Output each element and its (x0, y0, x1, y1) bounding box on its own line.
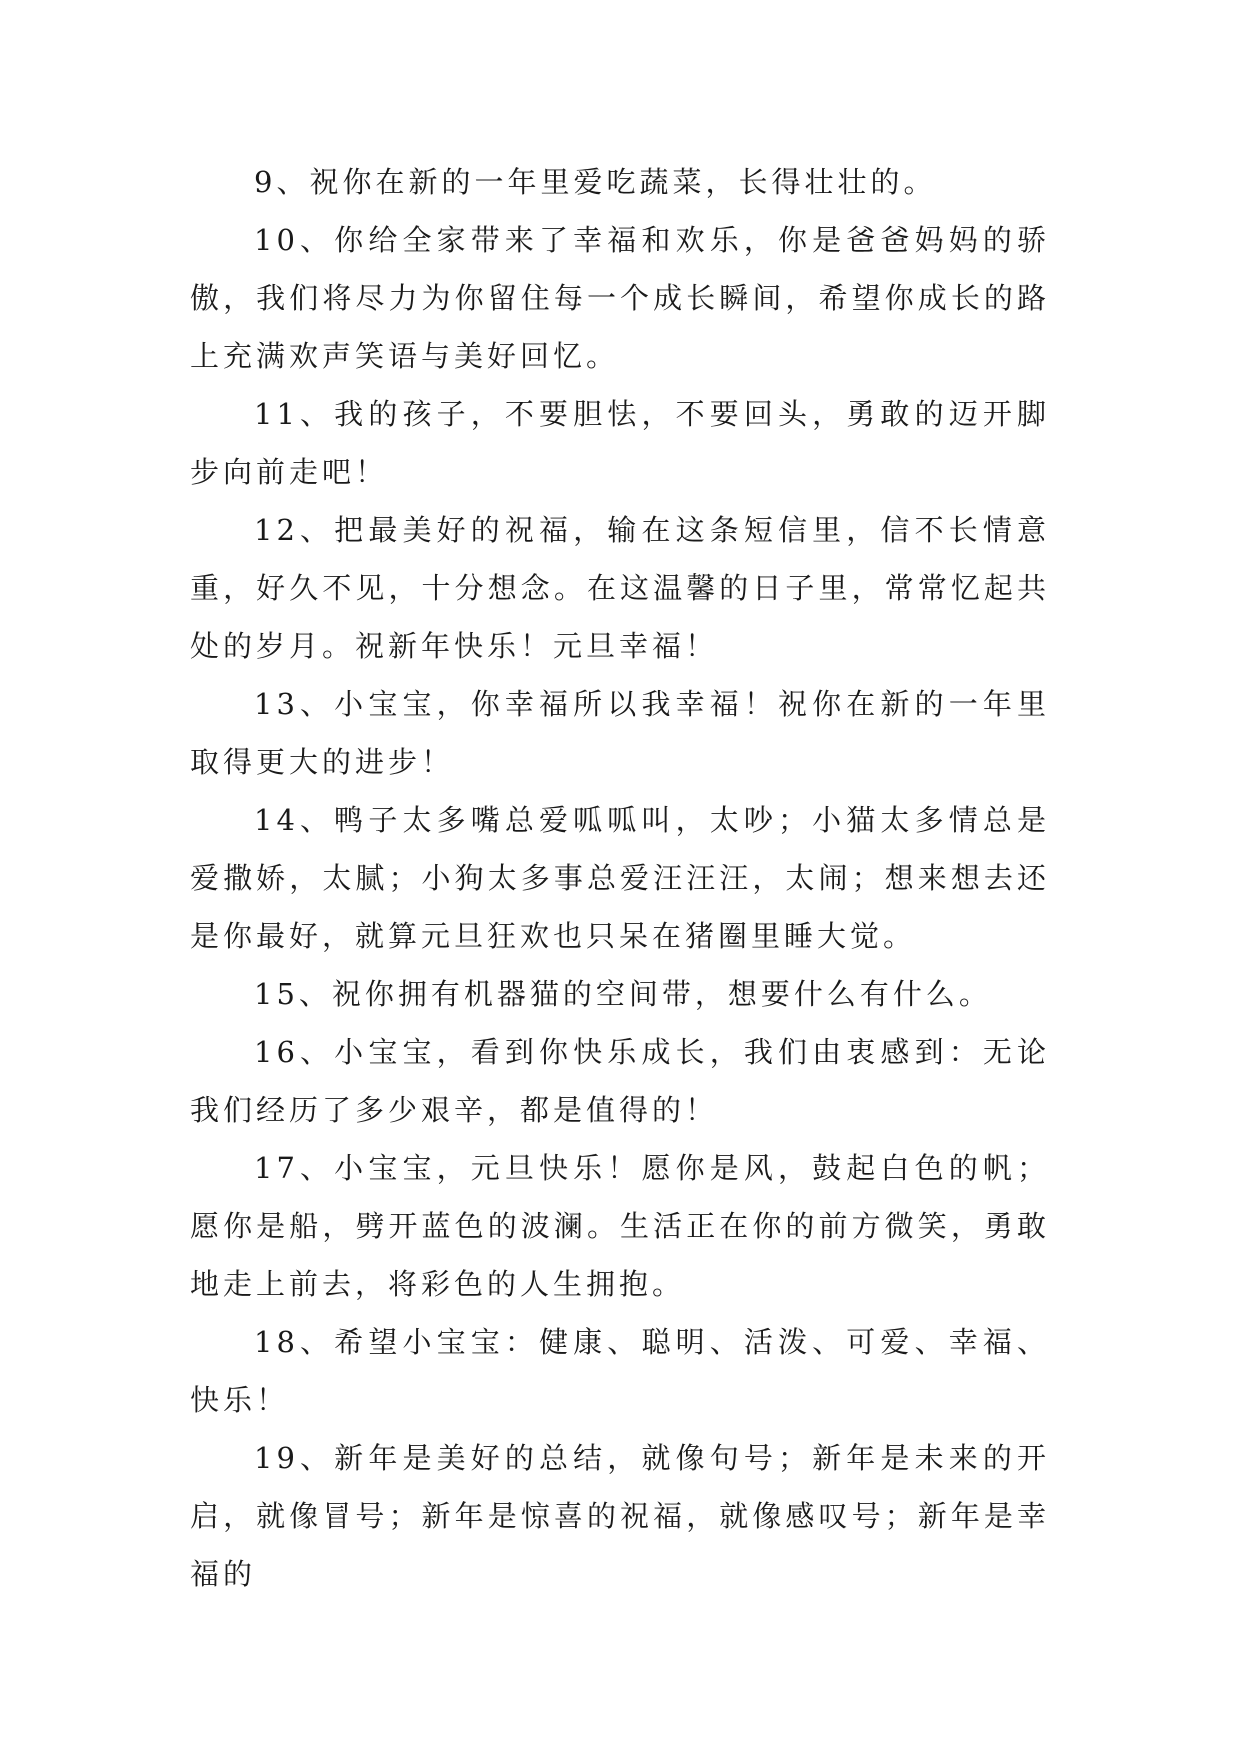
paragraph-12: 12、把最美好的祝福，输在这条短信里，信不长情意重，好久不见，十分想念。在这温馨的日子里，常常忆起共处的岁月。祝新年快乐！元旦幸福！ (190, 513, 1050, 663)
paragraph-11: 11、我的孩子，不要胆怯，不要回头，勇敢的迈开脚步向前走吧！ (190, 397, 1050, 489)
paragraph-17: 17、小宝宝，元旦快乐！愿你是风，鼓起白色的帆；愿你是船，劈开蓝色的波澜。生活正在你的前方微笑，勇敢地走上前去，将彩色的人生拥抱。 (190, 1151, 1050, 1301)
document-body (190, 153, 1050, 1603)
paragraph-13: 13、小宝宝，你幸福所以我幸福！祝你在新的一年里取得更大的进步！ (190, 687, 1050, 779)
paragraph-9: 9、祝你在新的一年里爱吃蔬菜，长得壮壮的。 (254, 165, 937, 199)
paragraph-19: 19、新年是美好的总结，就像句号；新年是未来的开启，就像冒号；新年是惊喜的祝福，就像感叹号；新年是幸福的 (190, 1441, 1050, 1591)
paragraph-16: 16、小宝宝，看到你快乐成长，我们由衷感到：无论我们经历了多少艰辛，都是值得的！ (190, 1035, 1050, 1127)
paragraph-15: 15、祝你拥有机器猫的空间带，想要什么有什么。 (254, 977, 992, 1011)
paragraph-18: 18、希望小宝宝：健康、聪明、活泼、可爱、幸福、快乐！ (190, 1325, 1050, 1417)
paragraph-14: 14、鸭子太多嘴总爱呱呱叫，太吵；小猫太多情总是爱撒娇，太腻；小狗太多事总爱汪汪汪，太闹；想来想去还是你最好，就算元旦狂欢也只呆在猪圈里睡大觉。 (190, 803, 1050, 953)
paragraph-10: 10、你给全家带来了幸福和欢乐，你是爸爸妈妈的骄傲，我们将尽力为你留住每一个成长瞬间，希望你成长的路上充满欢声笑语与美好回忆。 (190, 223, 1050, 373)
